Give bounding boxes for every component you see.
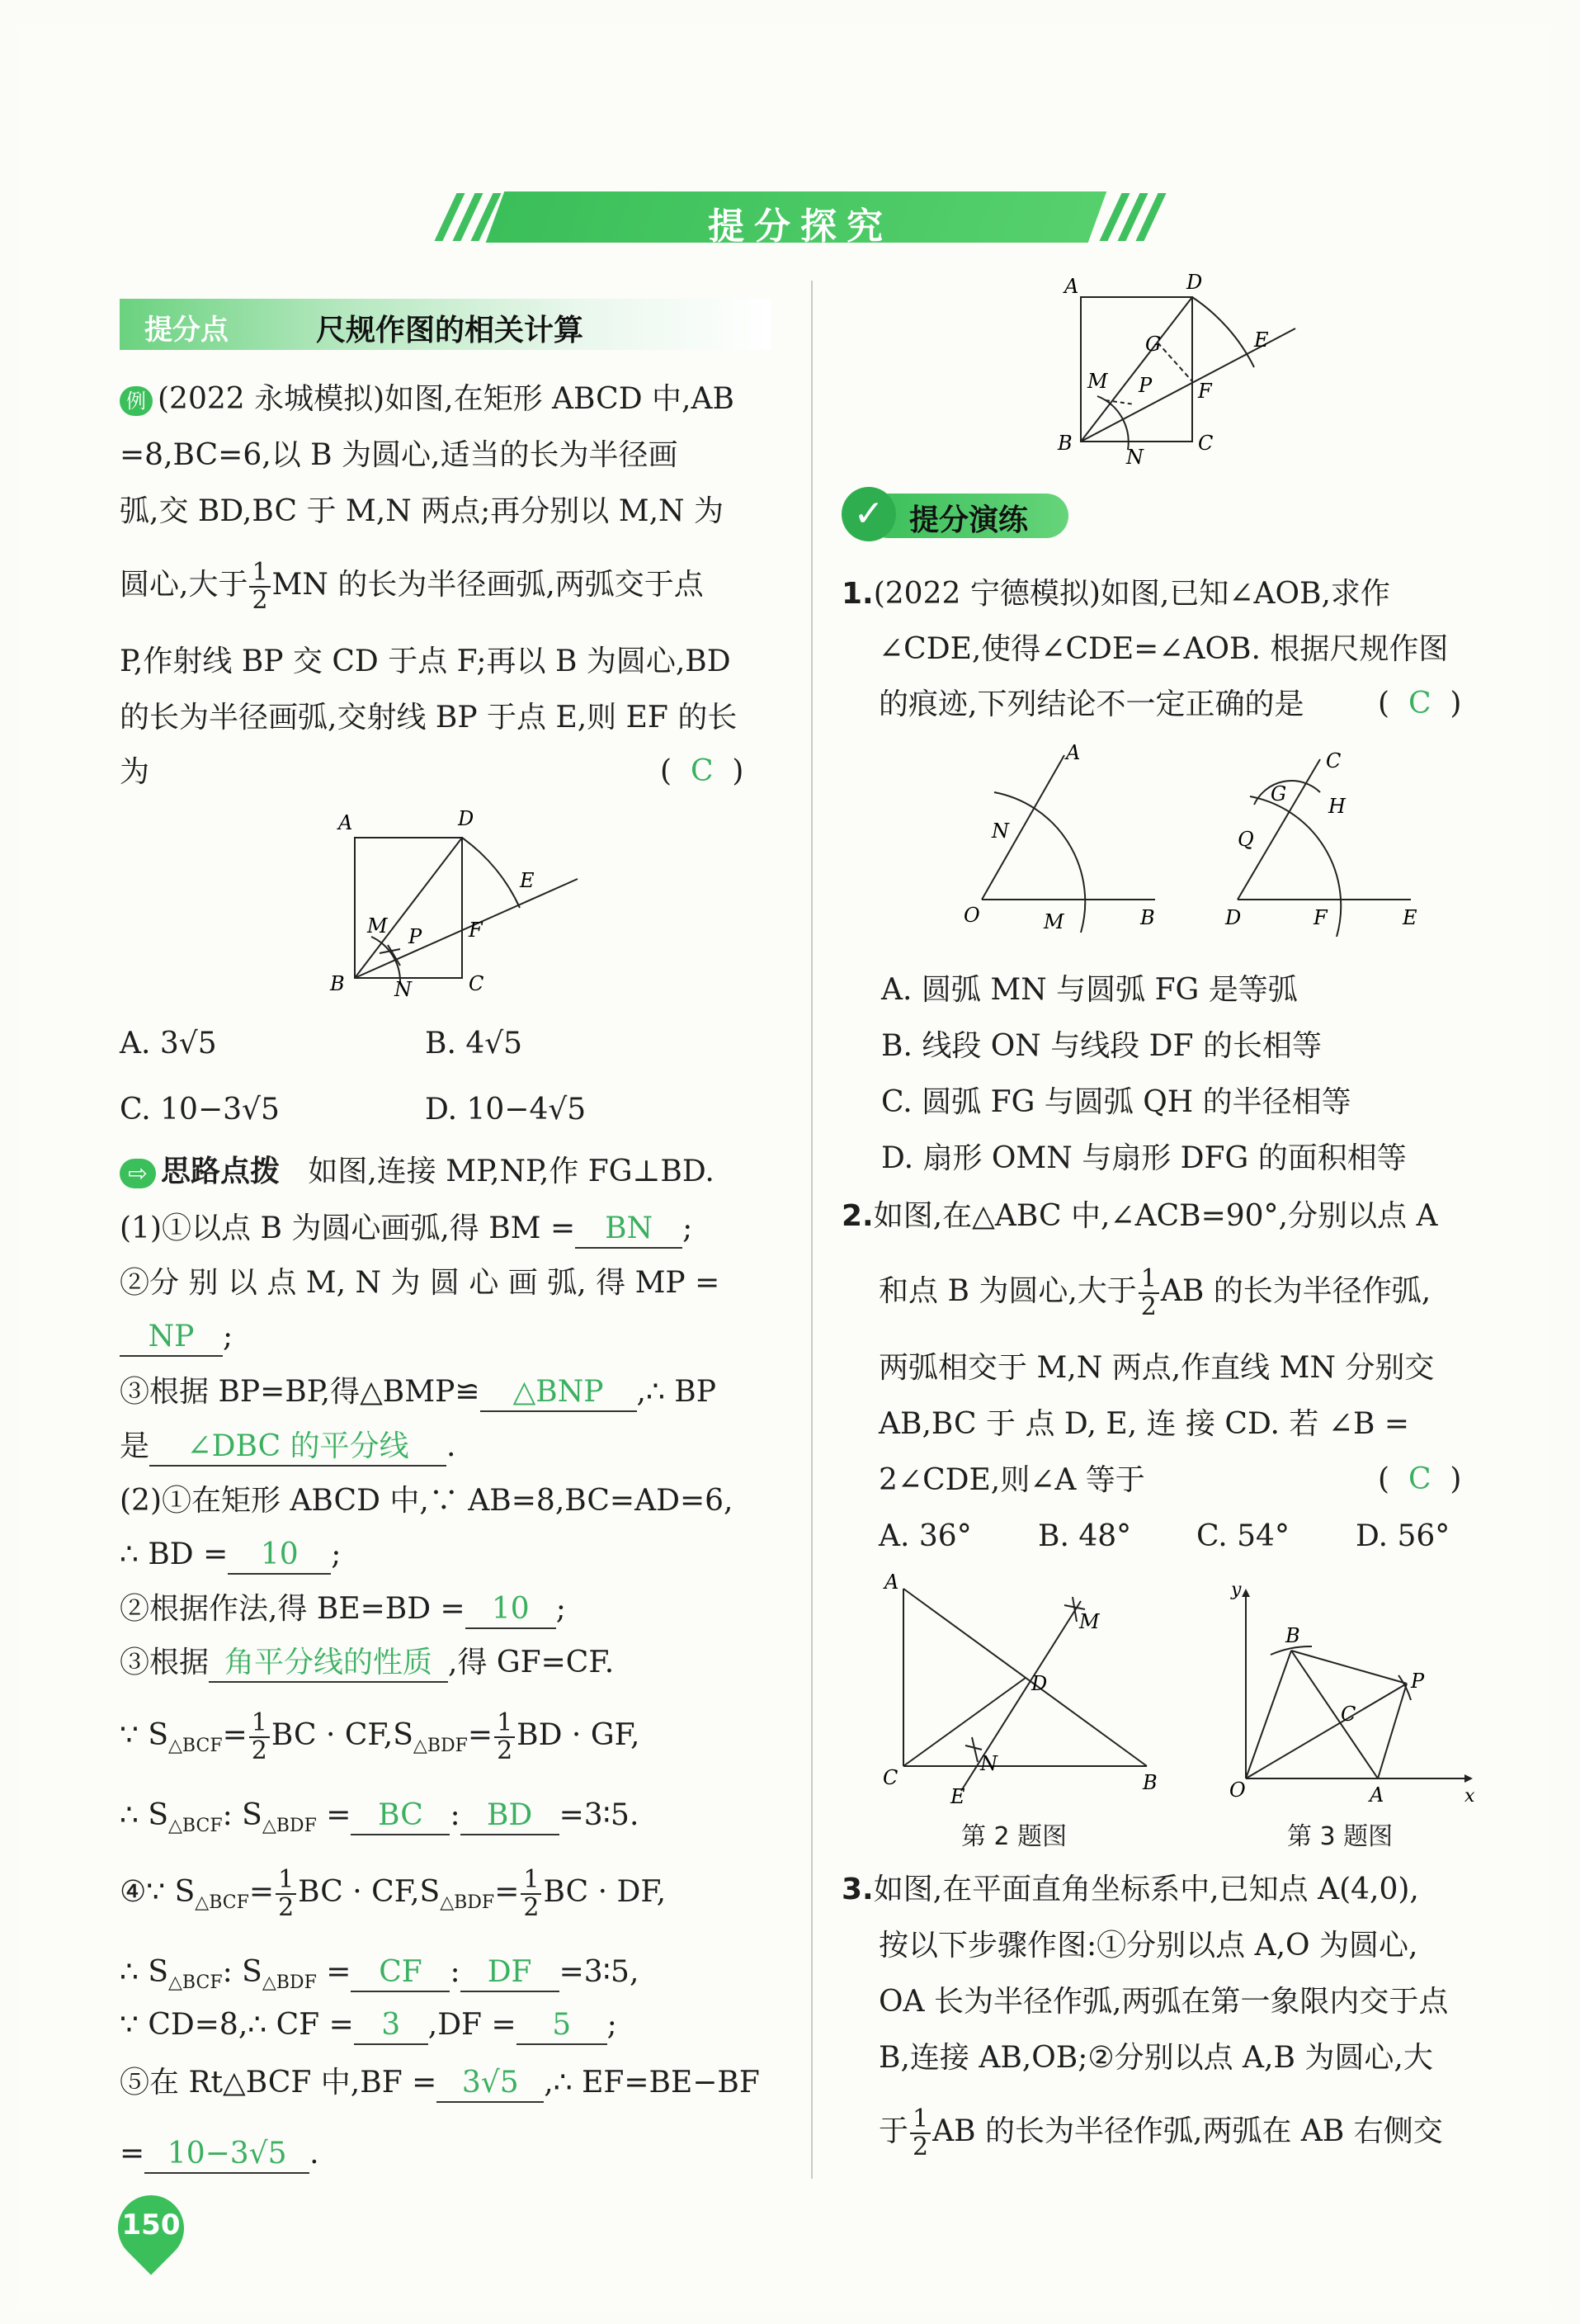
hint-blank: 10 (465, 1591, 556, 1629)
hint-blank: ∠DBC 的平分线 (149, 1429, 446, 1467)
label-o: O (964, 904, 980, 927)
label-f: F (1198, 380, 1212, 403)
label-c: C (1198, 432, 1214, 455)
q2-text: 和点 B 为圆心,大于 (879, 1274, 1137, 1308)
hint-step-2k (120, 2136, 319, 2174)
hint-step-1b-answer (120, 1319, 233, 1357)
page-number: 150 (121, 2208, 181, 2241)
answer-bracket: ( C ) (1378, 1462, 1462, 1496)
q3-line-4: B,连接 AB,OB;②分别以点 A,B 为圆心,大 (879, 2041, 1433, 2075)
label-f: F (469, 919, 483, 942)
example-option-c: C. 10−3√5 (120, 1093, 280, 1127)
hint-blank: CF (351, 1954, 450, 1992)
example-answer: C (690, 754, 714, 788)
label-n: N (992, 820, 1009, 843)
hint-text: ,∴ BP (636, 1375, 716, 1409)
label-d: D (458, 807, 474, 830)
hint-blank: 角平分线的性质 (209, 1645, 448, 1683)
segment-cd (903, 1678, 1026, 1766)
hint-subscript: △BDF (262, 1972, 317, 1994)
hint-blank: BD (460, 1797, 559, 1835)
column-divider (811, 281, 813, 2179)
label-n: N (394, 978, 412, 1001)
fraction-num: 1 (910, 2106, 931, 2134)
hint-text: ∵ S (120, 1718, 169, 1752)
hint-subscript: △BCF (168, 1816, 223, 1837)
check-icon: ✓ (842, 487, 896, 541)
fraction-half (276, 1867, 296, 1921)
q2-line-5: 2∠CDE,则∠A 等于 (879, 1463, 1145, 1497)
example-figure (322, 805, 594, 1003)
hint-text: ∵ CD=8,∴ CF = (120, 2008, 354, 2042)
answer-bracket: ( C ) (1378, 687, 1462, 720)
hint-text: ,DF = (427, 2008, 516, 2042)
hint-step-1a (120, 1211, 692, 1249)
hint-step-2f (120, 1797, 639, 1845)
fraction-half (521, 1867, 541, 1921)
q1-line-3: 的痕迹,下列结论不一定正确的是 (879, 687, 1304, 721)
label-n: N (1126, 446, 1144, 469)
label-a: A (884, 1571, 899, 1594)
label-m: M (367, 914, 388, 938)
example-line-7: 为 (120, 755, 150, 789)
fraction-den: 2 (1140, 1292, 1157, 1321)
fraction-half (249, 560, 270, 614)
line-mn (961, 1601, 1081, 1791)
hint-text: = (326, 1798, 351, 1832)
example-text: MN 的长为半径画弧,两弧交于点 (271, 568, 704, 602)
q2-option-b: B. 48° (1038, 1519, 1132, 1553)
hint-text: ∴ S (120, 1955, 169, 1989)
label-p: P (408, 925, 422, 948)
hint-blank: BN (575, 1211, 682, 1249)
hint-subscript: △BDF (440, 1892, 495, 1914)
practice-header (842, 487, 1056, 541)
q1-line-2: ∠CDE,使得∠CDE=∠AOB. 根据尺规作图 (879, 632, 1449, 666)
hint-step-2j (120, 2065, 760, 2103)
hint-blank: 5 (516, 2007, 607, 2045)
hint-text: ,∴ EF=BE−BF (544, 2066, 760, 2100)
fraction-num: 1 (494, 1710, 515, 1738)
q2-line-1 (842, 1198, 1437, 1235)
q2-line-3: 两弧相交于 M,N 两点,作直线 MN 分别交 (879, 1351, 1435, 1385)
hint-text: ,得 GF=CF. (448, 1646, 615, 1679)
hint-text: ; (682, 1212, 693, 1245)
hint-text: ⑤在 Rt△BCF 中,BF = (120, 2066, 437, 2100)
fraction-den: 2 (252, 586, 268, 615)
q2-figure (875, 1568, 1172, 1807)
fraction-den: 2 (497, 1736, 513, 1765)
hint-text: . (309, 2137, 319, 2170)
q2-line-2 (879, 1266, 1431, 1320)
hint-step-2d (120, 1645, 614, 1683)
label-b: B (1058, 432, 1073, 455)
header-banner (429, 188, 1172, 246)
example-text: 圆心,大于 (120, 568, 248, 602)
page-title: 提分探究 (708, 205, 893, 248)
label-e: E (1254, 328, 1269, 352)
example-option-a: A. 3√5 (120, 1027, 217, 1060)
label-m: M (1079, 1610, 1100, 1633)
hint-text: ; (555, 1592, 566, 1626)
hint-step-2a: (2)①在矩形 ABCD 中,∵ AB=8,BC=AD=6, (120, 1484, 733, 1518)
hint-step-1c (120, 1374, 716, 1412)
example-option-d: D. 10−4√5 (425, 1093, 587, 1127)
q2-option-c: C. 54° (1196, 1519, 1290, 1553)
hint-subscript: △BCF (168, 1972, 223, 1994)
hint-label: 思路点拨 (161, 1155, 281, 1188)
q3-text: 于 (879, 2114, 909, 2148)
q1-option-b: B. 线段 ON 与线段 DF 的长相等 (881, 1029, 1322, 1063)
hint-text: ③根据 (120, 1646, 210, 1679)
hint-line-intro (120, 1154, 715, 1190)
example-line-2: =8,BC=6,以 B 为圆心,适当的长为半径画 (120, 438, 678, 472)
hint-text: = (222, 1718, 248, 1752)
hint-subscript: △BCF (168, 1736, 223, 1757)
label-b: B (1285, 1624, 1300, 1647)
hint-text: BC · CF,S (271, 1718, 413, 1752)
hint-text: BC · CF,S (298, 1875, 441, 1909)
q1-option-d: D. 扇形 OMN 与扇形 DFG 的面积相等 (881, 1141, 1407, 1175)
hint-blank: DF (460, 1954, 559, 1992)
arc-mn (994, 792, 1085, 933)
hint-text: ; (223, 1320, 233, 1353)
label-g: G (1145, 333, 1162, 356)
segment-fg (1158, 342, 1192, 381)
hint-text: = (120, 2137, 145, 2170)
q1-option-a: A. 圆弧 MN 与圆弧 FG 是等弧 (881, 973, 1298, 1007)
x-axis-arrow (1464, 1774, 1473, 1783)
hint-text: : S (222, 1955, 262, 1989)
q2-answer: C (1408, 1462, 1431, 1496)
label-c: C (883, 1766, 898, 1789)
practice-label: 提分演练 (909, 503, 1029, 537)
label-b: B (1140, 906, 1155, 929)
arc-e (1192, 297, 1254, 367)
label-f: F (1314, 906, 1328, 929)
hint-step-1b: ②分 别 以 点 M, N 为 圆 心 画 弧, 得 MP = (120, 1266, 720, 1300)
hint-blank: 3 (354, 2007, 428, 2045)
fraction-half (494, 1710, 515, 1764)
q3-text: 如图,在平面直角坐标系中,已知点 A(4,0), (873, 1873, 1419, 1906)
label-d: D (1225, 906, 1242, 929)
section-title: 尺规作图的相关计算 (316, 314, 584, 347)
hint-blank: 10 (228, 1537, 331, 1575)
fraction-half (249, 1710, 270, 1764)
hint-step-1d (120, 1429, 455, 1467)
hint-text: 是 (120, 1429, 150, 1463)
segment-ob (1246, 1651, 1291, 1778)
q1-option-c: C. 圆弧 FG 与圆弧 QH 的半径相等 (881, 1085, 1351, 1119)
example-line-4 (120, 560, 704, 614)
hint-figure (1048, 272, 1328, 479)
label-e: E (520, 869, 535, 892)
fraction-half (910, 2106, 931, 2161)
q3-figure (1213, 1580, 1477, 1811)
label-h: H (1328, 795, 1346, 818)
hint-text: ∴ S (120, 1798, 169, 1832)
hint-blank: △BNP (480, 1374, 637, 1412)
hint-text: : S (222, 1798, 262, 1832)
label-d: D (1031, 1672, 1048, 1695)
q1-text: (2022 宁德模拟)如图,已知∠AOB,求作 (873, 577, 1390, 611)
q2-line-4: AB,BC 于 点 D, E, 连 接 CD. 若 ∠B = (879, 1407, 1410, 1441)
hint-subscript: △BDF (262, 1816, 317, 1837)
example-line-3: 弧,交 BD,BC 于 M,N 两点;再分别以 M,N 为 (120, 494, 724, 528)
q1-line-1 (842, 576, 1390, 612)
label-c: C (1326, 749, 1342, 772)
fraction-num: 1 (249, 1710, 270, 1738)
label-y: y (1231, 1580, 1242, 1600)
hint-text: : (450, 1798, 460, 1832)
fraction-num: 1 (249, 560, 270, 588)
q3-line-2: 按以下步骤作图:①分别以点 A,O 为圆心, (879, 1929, 1418, 1963)
label-c: C (1341, 1703, 1356, 1726)
q3-line-3: OA 长为半径作弧,两弧在第一象限内交于点 (879, 1985, 1449, 2019)
hint-text: = (467, 1718, 493, 1752)
hint-step-2h (120, 1954, 639, 2001)
q3-text: AB 的长为半径作弧,两弧在 AB 右侧交 (932, 2114, 1443, 2148)
label-p: P (1139, 374, 1153, 397)
hint-subscript: △BDF (413, 1736, 468, 1757)
fraction-den: 2 (913, 2133, 929, 2161)
hint-text: ③根据 BP=BP,得△BMP≌ (120, 1375, 480, 1409)
q2-caption: 第 2 题图 (961, 1822, 1068, 1851)
label-g: G (1271, 782, 1287, 805)
q1-answer: C (1408, 687, 1431, 720)
hint-blank: NP (120, 1319, 223, 1357)
q2-text: 如图,在△ABC 中,∠ACB=90°,分别以点 A (873, 1199, 1438, 1233)
fraction-den: 2 (523, 1893, 540, 1922)
hint-text: = (326, 1955, 351, 1989)
hint-text: =3∶5, (559, 1955, 639, 1989)
segment-bp (1291, 1651, 1407, 1684)
label-d: D (1186, 272, 1203, 294)
example-line-1 (120, 381, 734, 418)
diagonal-bd (355, 838, 462, 978)
hint-text: ; (331, 1538, 342, 1571)
hint-step-2e (120, 1710, 639, 1764)
hint-text: = (494, 1875, 520, 1909)
label-a: A (1370, 1783, 1384, 1807)
example-line-6: 的长为半径画弧,交射线 BP 于点 E,则 EF 的长 (120, 701, 738, 735)
label-e: E (950, 1785, 965, 1807)
section-header (120, 299, 771, 350)
label-m: M (1087, 370, 1108, 393)
y-axis-arrow (1242, 1589, 1250, 1597)
label-a: A (1066, 741, 1081, 764)
hint-step-2g (120, 1867, 666, 1921)
label-e: E (1403, 906, 1417, 929)
label-o: O (1229, 1778, 1246, 1802)
hint-text: =3∶5. (559, 1798, 639, 1832)
hint-blank: 10−3√5 (144, 2136, 309, 2174)
hint-text: BC · DF, (543, 1875, 667, 1909)
label-b: B (1143, 1771, 1158, 1794)
hint-text: ; (606, 2008, 617, 2042)
label-m: M (1044, 910, 1064, 933)
arc-fg (1250, 796, 1341, 937)
label-n: N (980, 1752, 998, 1775)
arc-b (1271, 1646, 1312, 1655)
label-b: B (330, 972, 345, 995)
example-line-5: P,作射线 BP 交 CD 于点 F;再以 B 为圆心,BD (120, 645, 731, 678)
arrow-icon: ⇨ (120, 1159, 156, 1188)
hint-text: ④∵ S (120, 1875, 196, 1909)
hint-blank: 3√5 (436, 2065, 544, 2103)
label-a: A (338, 811, 353, 834)
label-a: A (1064, 275, 1079, 298)
q3-caption: 第 3 题图 (1287, 1822, 1394, 1851)
hint-text: (1)①以点 B 为圆心画弧,得 BM = (120, 1212, 576, 1245)
ray-bp (355, 879, 578, 978)
segment-ab (1291, 1651, 1378, 1778)
fraction-half (1139, 1266, 1159, 1320)
q3-line-1 (842, 1872, 1419, 1908)
hint-text: = (248, 1875, 275, 1909)
arc-e (462, 838, 520, 908)
fraction-den: 2 (251, 1736, 267, 1765)
hint-step-2c (120, 1591, 566, 1629)
label-c: C (469, 972, 484, 995)
q2-option-a: A. 36° (879, 1519, 972, 1553)
answer-bracket: ( C ) (660, 754, 744, 788)
arc-n (965, 1737, 982, 1762)
q3-line-5 (879, 2106, 1443, 2161)
example-icon: 例 (120, 386, 153, 416)
hint-blank: BC (351, 1797, 450, 1835)
example-option-b: B. 4√5 (425, 1027, 523, 1060)
label-q: Q (1238, 828, 1254, 851)
hint-text: . (446, 1429, 456, 1463)
hint-text: ∴ BD = (120, 1538, 229, 1571)
hint-text: BD · GF, (516, 1718, 640, 1752)
section-tag: 提分点 (144, 314, 229, 347)
q3-number: 3. (842, 1873, 874, 1906)
q1-number: 1. (842, 577, 874, 611)
hint-text: ②根据作法,得 BE=BD = (120, 1592, 465, 1626)
hint-subscript: △BCF (195, 1892, 249, 1914)
example-text: (2022 永城模拟)如图,在矩形 ABCD 中,AB (158, 382, 734, 416)
hint-step-2b (120, 1537, 341, 1575)
label-p: P (1411, 1670, 1425, 1693)
q2-text: AB 的长为半径作弧, (1160, 1274, 1431, 1308)
hint-step-2i (120, 2007, 617, 2045)
hint-intro: 如图,连接 MP,NP,作 FG⊥BD. (308, 1155, 715, 1188)
label-x: x (1464, 1786, 1475, 1807)
q2-option-d: D. 56° (1356, 1519, 1450, 1553)
arc-qh (1254, 781, 1320, 805)
hint-text: : (450, 1955, 460, 1989)
fraction-num: 1 (521, 1867, 541, 1895)
q1-figure (957, 739, 1551, 937)
fraction-den: 2 (278, 1893, 295, 1922)
fraction-num: 1 (1139, 1266, 1159, 1294)
q2-number: 2. (842, 1199, 874, 1233)
fraction-num: 1 (276, 1867, 296, 1895)
